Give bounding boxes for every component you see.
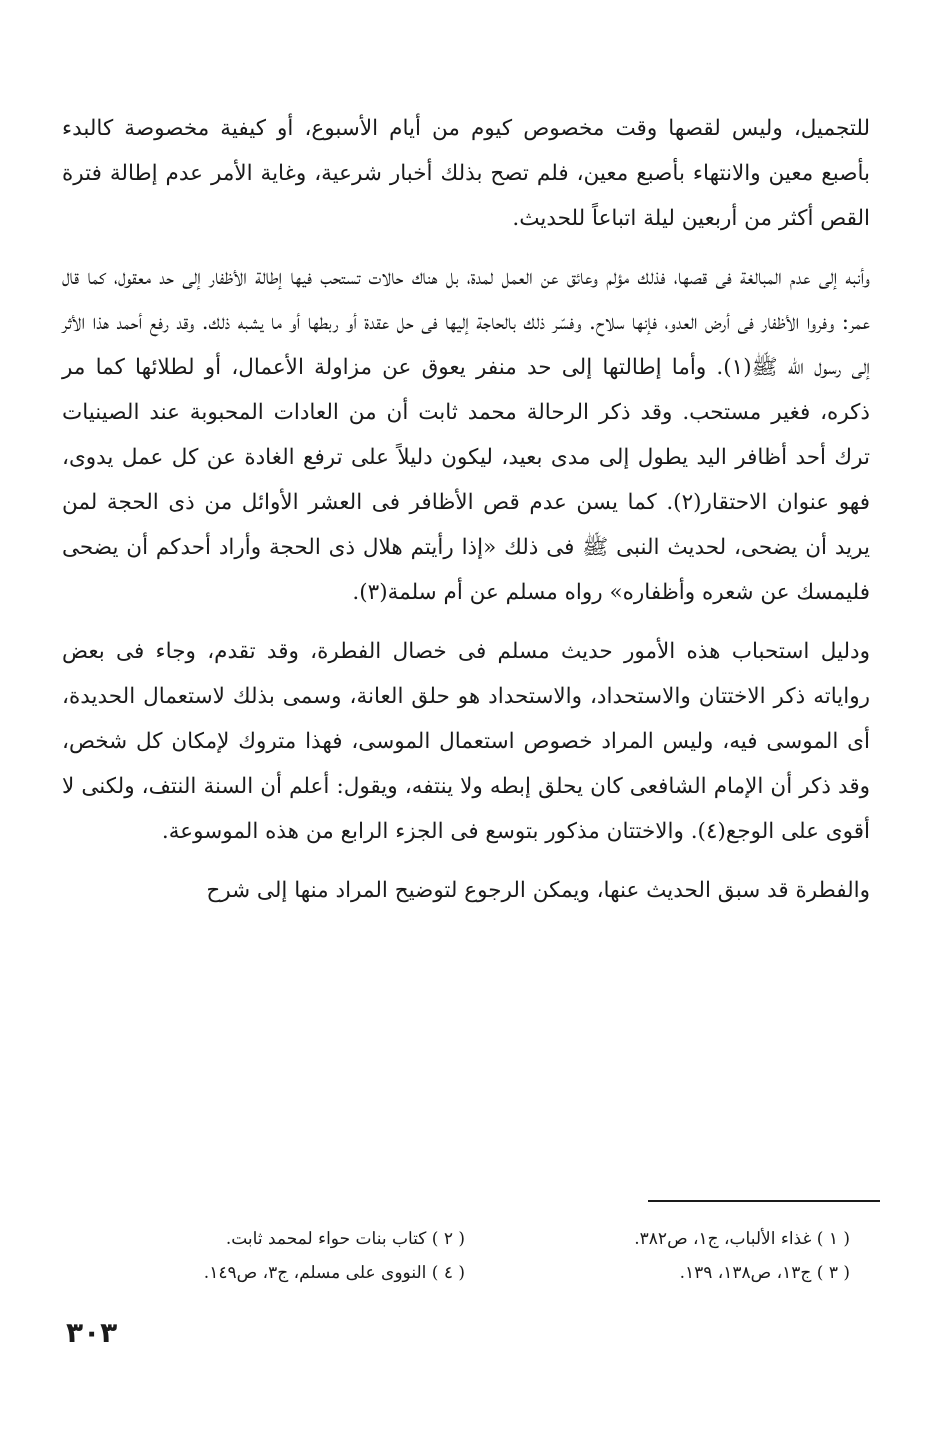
body-text [62,106,870,913]
paragraph-1: للتجميل، وليس لقصها وقت مخصوص كيوم من أيام الأسبوع، أو كيفية مخصوصة كالبدء بأصبع معين والانتهاء بأصبع معين، فلم تصح بذلك أخبار شرعية، وغاية الأمر عدم إطالة فترة القص أكثر من أربعين ليلة اتباعاً للحديث. [62,116,870,231]
paragraph-2: وأنبه إلى عدم المبالغة فى قصها، فذلك مؤلم وعائق عن العمل لمدة، بل هناك حالات تستحب فيها إطالة الأظفار إلى حد معقول، كما قال عمر: وفروا الأظفار فى أرض العدو، فإنها سلاح. وفسّر ذلك بالحاجة إليها فى حل عقدة أو ربطها أو ما يشبه ذلك. وقد رفع أحمد هذا الأثر إلى رسول الله ﷺ(١). وأما إطالتها إلى حد منفر يعوق عن مزاولة الأعمال، أو لطلائها كما مر ذكره، فغير مستحب. وقد ذكر الرحالة محمد ثابت أن من العادات المحبوبة عند الصينيات ترك أحد أظافر اليد يطول إلى مدى بعيد، ليكون دليلاً على ترفع الغادة عن كل عمل يدوى، فهو عنوان الاحتقار(٢). كما يسن عدم قص الأظافر فى العشر الأوائل من ذى الحجة لمن يريد أن يضحى، لحديث النبى ﷺ فى ذلك «إذا رأيتم هلال ذى الحجة وأراد أحدكم أن يضحى فليمسك عن شعره وأظفاره» رواه مسلم عن أم سلمة(٣). [62,265,870,605]
footnote-4: ( ٤ ) النووى على مسلم، ج٣، ص١٤٩. [203,1263,465,1283]
footnotes [120,1222,850,1290]
footnote-2: ( ٢ ) كتاب بنات حواء لمحمد ثابت. [225,1229,465,1249]
footnote-1: ( ١ ) غذاء الألباب، ج١، ص٣٨٢. [634,1229,850,1249]
paragraph-3: ودليل استحباب هذه الأمور حديث مسلم فى خصال الفطرة، وقد تقدم، وجاء فى بعض رواياته ذكر الاختتان والاستحداد، والاستحداد هو حلق العانة، وسمى بذلك لاستعمال الحديدة، أى الموسى فيه، وليس المراد خصوص استعمال الموسى، فهذا متروك لإمكان كل شخص، وقد ذكر أن الإمام الشافعى كان يحلق إبطه ولا ينتفه، ويقول: أعلم أن السنة النتف، ولكنى لا أقوى على الوجع(٤). والاختتان مذكور بتوسع فى الجزء الرابع من هذه الموسوعة. [62,639,870,844]
footnote-divider [648,1200,880,1202]
page-number: ٣٠٣ [66,1316,118,1349]
paragraph-4: والفطرة قد سبق الحديث عنها، ويمكن الرجوع لتوضيح المراد منها إلى شرح [206,878,870,903]
footnote-3: ( ٣ ) ج١٣، ص١٣٨، ١٣٩. [679,1263,850,1283]
